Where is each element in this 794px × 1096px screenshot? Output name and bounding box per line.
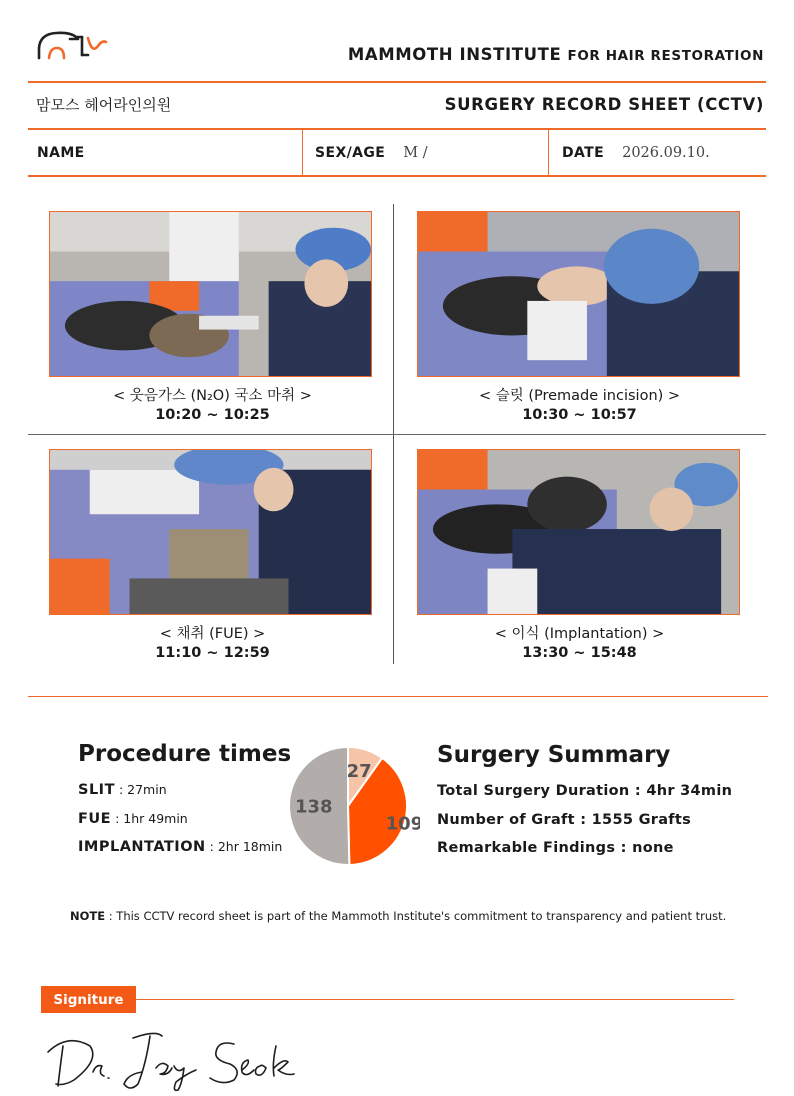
- procedure-value: : 27min: [118, 782, 167, 797]
- section-divider: [28, 696, 768, 697]
- info-divider: [302, 130, 303, 175]
- note-text: : This CCTV record sheet is part of the Mammoth Institute's commitment to transparency and patient trust.: [108, 909, 727, 923]
- sheet-title: SURGERY RECORD SHEET (CCTV): [444, 95, 764, 114]
- procedure-label: SLIT: [78, 782, 115, 798]
- date-cell: [562, 130, 762, 175]
- date-value: 2026.09.10.: [622, 144, 710, 161]
- header-divider: [28, 81, 766, 83]
- pie-data-label: 138: [294, 796, 333, 818]
- procedure-pie-chart: [280, 740, 420, 870]
- name-label: NAME: [37, 144, 85, 161]
- signature-tag: Signiture: [41, 986, 136, 1013]
- note-label: NOTE: [70, 909, 106, 923]
- note: [70, 909, 726, 923]
- handwritten-signature: [38, 1028, 298, 1092]
- sexage-cell: [315, 130, 545, 175]
- caption-title: < 이식 (Implantation) >: [494, 626, 665, 642]
- brand-name: [348, 45, 764, 64]
- signature-line: [136, 999, 734, 1000]
- caption-title: < 채취 (FUE) >: [159, 626, 266, 642]
- caption-title: < 웃음가스 (N₂O) 국소 마취 >: [113, 388, 312, 404]
- cctv-photo-slit: [417, 211, 740, 377]
- info-bottom-divider: [28, 175, 766, 177]
- sexage-value: M /: [403, 144, 428, 161]
- cctv-photo-fue: [49, 449, 372, 615]
- procedure-value: : 2hr 18min: [209, 839, 283, 854]
- caption-time: 13:30 ~ 15:48: [522, 645, 637, 661]
- photo-caption: [418, 625, 741, 663]
- surgery-summary-title: Surgery Summary: [437, 742, 671, 768]
- procedure-times-title: Procedure times: [78, 741, 292, 767]
- caption-time: 10:20 ~ 10:25: [155, 407, 270, 423]
- brand-main: MAMMOTH INSTITUTE: [347, 45, 562, 64]
- total-duration: Total Surgery Duration : 4hr 34min: [437, 783, 733, 799]
- graft-count: Number of Graft : 1555 Grafts: [437, 812, 692, 828]
- patient-info-row: [28, 130, 766, 175]
- caption-title: < 슬릿 (Premade incision) >: [478, 388, 681, 404]
- name-cell: [37, 130, 297, 175]
- date-label: DATE: [562, 144, 605, 161]
- info-divider: [548, 130, 549, 175]
- caption-time: 10:30 ~ 10:57: [522, 407, 637, 423]
- procedure-implantation: [78, 839, 282, 855]
- caption-time: 11:10 ~ 12:59: [155, 645, 270, 661]
- cctv-photo-anesthesia: [49, 211, 372, 377]
- procedure-slit: [78, 782, 167, 798]
- photo-caption: [51, 625, 374, 663]
- photo-grid-divider: [28, 434, 766, 435]
- sexage-label: SEX/AGE: [315, 144, 386, 161]
- remarkable-findings: Remarkable Findings : none: [437, 840, 674, 856]
- photo-caption: [51, 387, 374, 425]
- pie-data-label: 109: [385, 813, 420, 835]
- procedure-label: FUE: [78, 811, 112, 827]
- procedure-fue: [78, 811, 188, 827]
- procedure-label: IMPLANTATION: [78, 839, 206, 855]
- mammoth-logo-icon: [36, 28, 108, 64]
- clinic-korean-name: 맘모스 헤어라인의원: [36, 96, 172, 114]
- photo-caption: [418, 387, 741, 425]
- pie-data-label: 27: [346, 761, 372, 783]
- procedure-value: : 1hr 49min: [115, 811, 188, 826]
- cctv-photo-implantation: [417, 449, 740, 615]
- brand-sub: FOR HAIR RESTORATION: [567, 48, 764, 64]
